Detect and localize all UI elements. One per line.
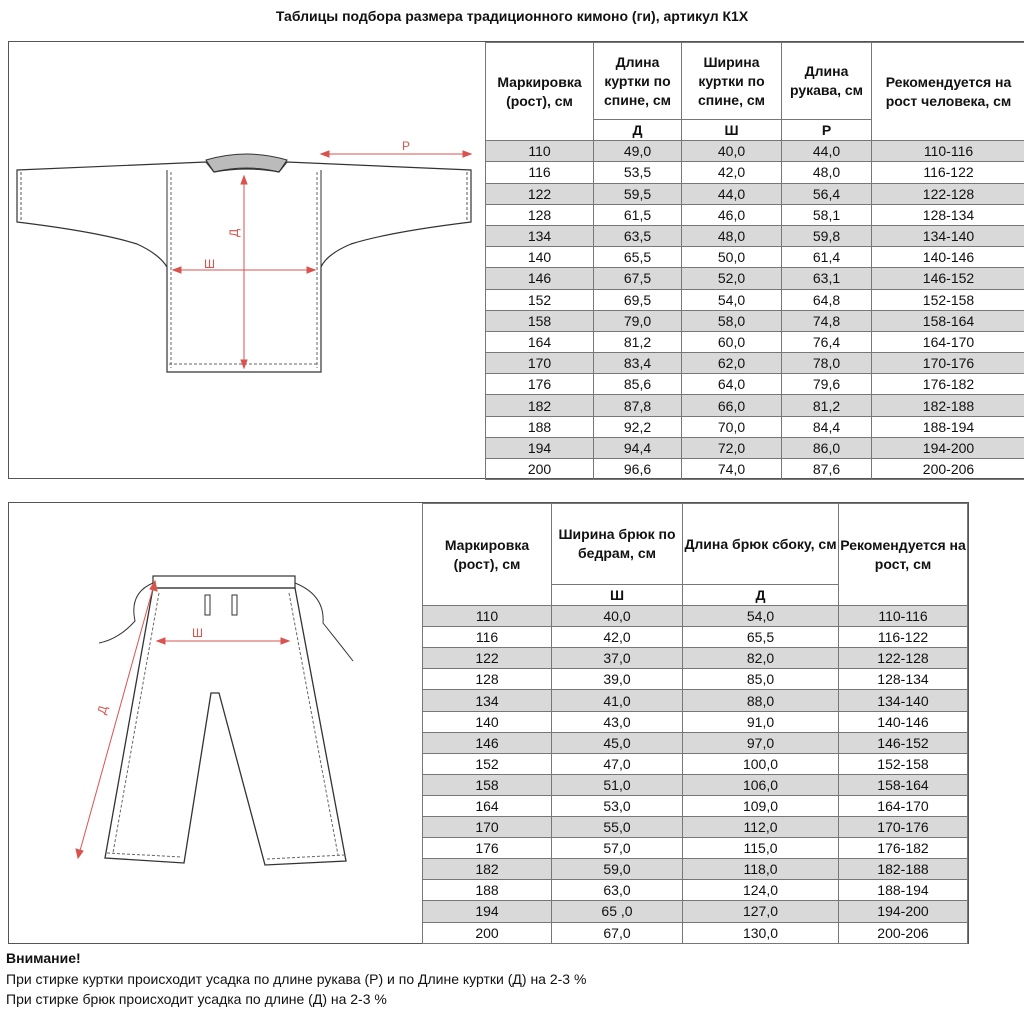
jacket-table-cell: 48,0 bbox=[782, 162, 872, 183]
jacket-table-cell: 50,0 bbox=[682, 247, 782, 268]
jacket-table-row bbox=[486, 141, 1024, 162]
jacket-table-cell: 72,0 bbox=[682, 437, 782, 458]
jacket-table-cell: 63,1 bbox=[782, 268, 872, 289]
pants-table-cell: 200 bbox=[423, 922, 552, 943]
jacket-table-body bbox=[486, 141, 1024, 480]
jacket-table-cell: 188-194 bbox=[872, 416, 1024, 437]
width-arrow-head-right bbox=[307, 267, 315, 273]
jacket-table-cell: 63,5 bbox=[594, 225, 682, 246]
jacket-table-cell: 170-176 bbox=[872, 353, 1024, 374]
pants-table-cell: 130,0 bbox=[683, 922, 839, 943]
belt-loop-left bbox=[205, 595, 210, 615]
jacket-table-row bbox=[486, 247, 1024, 268]
pants-table-cell: 115,0 bbox=[683, 838, 839, 859]
pants-measure-arrows bbox=[76, 581, 289, 858]
jacket-table-cell: 85,6 bbox=[594, 374, 682, 395]
pants-table-cell: 164 bbox=[423, 795, 552, 816]
jacket-table-cell: 152 bbox=[486, 289, 594, 310]
jacket-col-length: Длина куртки по спине, см bbox=[594, 43, 682, 120]
pants-table-cell: 194-200 bbox=[839, 901, 968, 922]
jacket-table-cell: 84,4 bbox=[782, 416, 872, 437]
jacket-table-cell: 134 bbox=[486, 225, 594, 246]
pants-table-row bbox=[423, 690, 968, 711]
pants-letter-length: Д bbox=[683, 585, 839, 606]
pants-length-arrow-head-bottom bbox=[76, 849, 83, 858]
pants-table-cell: 40,0 bbox=[552, 606, 683, 627]
jacket-table-cell: 58,0 bbox=[682, 310, 782, 331]
jacket-table-cell: 140 bbox=[486, 247, 594, 268]
jacket-table-cell: 87,6 bbox=[782, 459, 872, 480]
jacket-col-marking: Маркировка (рост), см bbox=[486, 43, 594, 141]
jacket-table-cell: 152-158 bbox=[872, 289, 1024, 310]
pants-table-cell: 128-134 bbox=[839, 669, 968, 690]
jacket-table-cell: 128-134 bbox=[872, 204, 1024, 225]
jacket-letter-sleeve: Р bbox=[782, 120, 872, 141]
pants-hem-right bbox=[267, 855, 344, 859]
jacket-table-row bbox=[486, 374, 1024, 395]
pants-table-cell: 188-194 bbox=[839, 880, 968, 901]
jacket-table-row bbox=[486, 331, 1024, 352]
jacket-table-cell: 64,0 bbox=[682, 374, 782, 395]
pants-col-width: Ширина брюк по бедрам, см bbox=[552, 504, 683, 585]
jacket-table-row bbox=[486, 395, 1024, 416]
jacket-table-cell: 122-128 bbox=[872, 183, 1024, 204]
jacket-table-row bbox=[486, 162, 1024, 183]
jacket-table-cell: 42,0 bbox=[682, 162, 782, 183]
pants-width-label: Ш bbox=[192, 626, 203, 640]
jacket-table-cell: 134-140 bbox=[872, 225, 1024, 246]
jacket-table-cell: 69,5 bbox=[594, 289, 682, 310]
pants-width-arrow-head-left bbox=[157, 638, 165, 644]
pants-table-cell: 91,0 bbox=[683, 711, 839, 732]
pants-size-table bbox=[422, 503, 968, 944]
pants-table-cell: 200-206 bbox=[839, 922, 968, 943]
jacket-table-cell: 56,4 bbox=[782, 183, 872, 204]
jacket-header-row bbox=[486, 43, 1024, 120]
pants-col-marking: Маркировка (рост), см bbox=[423, 504, 552, 606]
jacket-table-cell: 164 bbox=[486, 331, 594, 352]
pants-col-recommended: Рекомендуется на рост, см bbox=[839, 504, 968, 606]
jacket-table-cell: 60,0 bbox=[682, 331, 782, 352]
pants-table-cell: 134 bbox=[423, 690, 552, 711]
jacket-table-cell: 81,2 bbox=[594, 331, 682, 352]
measure-arrows bbox=[173, 151, 471, 368]
jacket-diagram bbox=[9, 42, 479, 478]
jacket-letter-length: Д bbox=[594, 120, 682, 141]
pants-table-cell: 164-170 bbox=[839, 795, 968, 816]
pants-table-cell: 140-146 bbox=[839, 711, 968, 732]
jacket-table-cell: 49,0 bbox=[594, 141, 682, 162]
pants-table-cell: 55,0 bbox=[552, 817, 683, 838]
jacket-table-cell: 58,1 bbox=[782, 204, 872, 225]
pants-table-row bbox=[423, 901, 968, 922]
pants-table-cell: 140 bbox=[423, 711, 552, 732]
pants-table-cell: 116-122 bbox=[839, 627, 968, 648]
pants-table-row bbox=[423, 922, 968, 943]
jacket-panel bbox=[8, 41, 1024, 479]
pants-table-row bbox=[423, 627, 968, 648]
jacket-table-cell: 66,0 bbox=[682, 395, 782, 416]
pants-table-cell: 65,5 bbox=[683, 627, 839, 648]
pants-table-cell: 182-188 bbox=[839, 859, 968, 880]
jacket-table-cell: 86,0 bbox=[782, 437, 872, 458]
jacket-col-recommended: Рекомендуется на рост человека, см bbox=[872, 43, 1024, 141]
jacket-table-cell: 79,6 bbox=[782, 374, 872, 395]
jacket-table-cell: 170 bbox=[486, 353, 594, 374]
jacket-table-cell: 46,0 bbox=[682, 204, 782, 225]
jacket-table-row bbox=[486, 268, 1024, 289]
pants-table-cell: 51,0 bbox=[552, 774, 683, 795]
jacket-table-row bbox=[486, 204, 1024, 225]
pants-table-cell: 134-140 bbox=[839, 690, 968, 711]
jacket-table-row bbox=[486, 225, 1024, 246]
pants-table-cell: 63,0 bbox=[552, 880, 683, 901]
pants-table-cell: 65 ,0 bbox=[552, 901, 683, 922]
pants-waistband bbox=[153, 576, 295, 588]
notes-heading: Внимание! bbox=[6, 950, 81, 966]
pants-table-cell: 39,0 bbox=[552, 669, 683, 690]
pants-table-cell: 59,0 bbox=[552, 859, 683, 880]
pants-length-label: Д bbox=[94, 704, 111, 716]
pants-table-cell: 128 bbox=[423, 669, 552, 690]
pants-stitch-left bbox=[113, 593, 159, 853]
jacket-table-cell: 87,8 bbox=[594, 395, 682, 416]
pants-table-cell: 106,0 bbox=[683, 774, 839, 795]
jacket-table-cell: 79,0 bbox=[594, 310, 682, 331]
pants-table-cell: 110-116 bbox=[839, 606, 968, 627]
pants-table-cell: 118,0 bbox=[683, 859, 839, 880]
pants-diagram bbox=[9, 503, 422, 943]
jacket-table-cell: 194 bbox=[486, 437, 594, 458]
pants-table-cell: 37,0 bbox=[552, 648, 683, 669]
jacket-table-cell: 64,8 bbox=[782, 289, 872, 310]
jacket-table-cell: 76,4 bbox=[782, 331, 872, 352]
notes-line-1: При стирке куртки происходит усадка по длине рукава (Р) и по Длине куртки (Д) на 2-3 % bbox=[6, 971, 587, 987]
jacket-table-row bbox=[486, 183, 1024, 204]
jacket-table-cell: 52,0 bbox=[682, 268, 782, 289]
pants-table-cell: 152 bbox=[423, 753, 552, 774]
pants-width-arrow-head-right bbox=[281, 638, 289, 644]
jacket-col-sleeve: Длина рукава, см bbox=[782, 43, 872, 120]
jacket-table-row bbox=[486, 310, 1024, 331]
jacket-table-cell: 116 bbox=[486, 162, 594, 183]
pants-table-cell: 110 bbox=[423, 606, 552, 627]
jacket-table-cell: 164-170 bbox=[872, 331, 1024, 352]
pants-table-cell: 170-176 bbox=[839, 817, 968, 838]
pants-table-cell: 97,0 bbox=[683, 732, 839, 753]
jacket-table-cell: 62,0 bbox=[682, 353, 782, 374]
pants-table-cell: 146 bbox=[423, 732, 552, 753]
pants-table-row bbox=[423, 817, 968, 838]
jacket-table-cell: 110 bbox=[486, 141, 594, 162]
pants-table-cell: 158-164 bbox=[839, 774, 968, 795]
jacket-table-cell: 74,0 bbox=[682, 459, 782, 480]
pants-panel bbox=[8, 502, 969, 944]
pants-length-arrow bbox=[78, 581, 155, 858]
pants-table-row bbox=[423, 711, 968, 732]
jacket-table-cell: 122 bbox=[486, 183, 594, 204]
jacket-table-cell: 78,0 bbox=[782, 353, 872, 374]
sleeve-label: Р bbox=[402, 139, 411, 153]
pants-table-cell: 57,0 bbox=[552, 838, 683, 859]
pants-table-row bbox=[423, 753, 968, 774]
pants-table-cell: 127,0 bbox=[683, 901, 839, 922]
pants-table-row bbox=[423, 669, 968, 690]
jacket-table-cell: 59,5 bbox=[594, 183, 682, 204]
pants-header-row bbox=[423, 504, 968, 585]
pants-table-cell: 194 bbox=[423, 901, 552, 922]
jacket-table-cell: 200-206 bbox=[872, 459, 1024, 480]
pants-table-cell: 122-128 bbox=[839, 648, 968, 669]
jacket-table-cell: 194-200 bbox=[872, 437, 1024, 458]
pants-table-cell: 41,0 bbox=[552, 690, 683, 711]
jacket-table-cell: 188 bbox=[486, 416, 594, 437]
jacket-size-table bbox=[485, 42, 1024, 480]
jacket-table-cell: 59,8 bbox=[782, 225, 872, 246]
jacket-table-row bbox=[486, 353, 1024, 374]
pants-table-cell: 122 bbox=[423, 648, 552, 669]
jacket-table-cell: 83,4 bbox=[594, 353, 682, 374]
pants-table-cell: 100,0 bbox=[683, 753, 839, 774]
drawstring-right bbox=[295, 583, 353, 661]
jacket-table-cell: 61,5 bbox=[594, 204, 682, 225]
pants-table-cell: 112,0 bbox=[683, 817, 839, 838]
pants-letter-width: Ш bbox=[552, 585, 683, 606]
belt-loop-right bbox=[232, 595, 237, 615]
pants-table-row bbox=[423, 859, 968, 880]
pants-table-body bbox=[423, 606, 968, 944]
jacket-table-cell: 146 bbox=[486, 268, 594, 289]
jacket-table-cell: 48,0 bbox=[682, 225, 782, 246]
pants-table-row bbox=[423, 774, 968, 795]
pants-table-cell: 158 bbox=[423, 774, 552, 795]
pants-table-row bbox=[423, 732, 968, 753]
width-arrow-head-left bbox=[173, 267, 181, 273]
jacket-table-row bbox=[486, 416, 1024, 437]
jacket-table-cell: 54,0 bbox=[682, 289, 782, 310]
jacket-table-cell: 176 bbox=[486, 374, 594, 395]
pants-hem-left bbox=[107, 853, 182, 857]
pants-table-cell: 109,0 bbox=[683, 795, 839, 816]
pants-table-cell: 53,0 bbox=[552, 795, 683, 816]
jacket-table-cell: 70,0 bbox=[682, 416, 782, 437]
jacket-table-cell: 94,4 bbox=[594, 437, 682, 458]
pants-table-cell: 67,0 bbox=[552, 922, 683, 943]
pants-table-row bbox=[423, 880, 968, 901]
pants-table-cell: 54,0 bbox=[683, 606, 839, 627]
pants-table-row bbox=[423, 648, 968, 669]
sleeve-arrow-head-left bbox=[321, 151, 329, 157]
pants-table-cell: 45,0 bbox=[552, 732, 683, 753]
jacket-letter-width: Ш bbox=[682, 120, 782, 141]
jacket-table-cell: 128 bbox=[486, 204, 594, 225]
notes-line-2: При стирке брюк происходит усадка по длине (Д) на 2-3 % bbox=[6, 991, 387, 1007]
jacket-table-cell: 200 bbox=[486, 459, 594, 480]
pants-table-cell: 170 bbox=[423, 817, 552, 838]
sleeve-arrow-head-right bbox=[463, 151, 471, 157]
jacket-table-cell: 176-182 bbox=[872, 374, 1024, 395]
pants-table-cell: 152-158 bbox=[839, 753, 968, 774]
jacket-table-cell: 74,8 bbox=[782, 310, 872, 331]
jacket-table-cell: 81,2 bbox=[782, 395, 872, 416]
pants-table-cell: 176 bbox=[423, 838, 552, 859]
jacket-table-cell: 67,5 bbox=[594, 268, 682, 289]
pants-table-cell: 176-182 bbox=[839, 838, 968, 859]
jacket-table-cell: 61,4 bbox=[782, 247, 872, 268]
pants-table-cell: 88,0 bbox=[683, 690, 839, 711]
jacket-table-cell: 140-146 bbox=[872, 247, 1024, 268]
pants-table-cell: 146-152 bbox=[839, 732, 968, 753]
jacket-table-cell: 182-188 bbox=[872, 395, 1024, 416]
pants-table-cell: 42,0 bbox=[552, 627, 683, 648]
jacket-table-cell: 146-152 bbox=[872, 268, 1024, 289]
jacket-table-cell: 44,0 bbox=[682, 183, 782, 204]
jacket-table-cell: 92,2 bbox=[594, 416, 682, 437]
pants-table-cell: 182 bbox=[423, 859, 552, 880]
jacket-table-cell: 158-164 bbox=[872, 310, 1024, 331]
pants-table-row bbox=[423, 838, 968, 859]
jacket-table-cell: 110-116 bbox=[872, 141, 1024, 162]
pants-table-row bbox=[423, 795, 968, 816]
pants-table-cell: 85,0 bbox=[683, 669, 839, 690]
jacket-table-cell: 158 bbox=[486, 310, 594, 331]
jacket-table-row bbox=[486, 289, 1024, 310]
jacket-table-cell: 96,6 bbox=[594, 459, 682, 480]
jacket-table-cell: 40,0 bbox=[682, 141, 782, 162]
pants-table-cell: 43,0 bbox=[552, 711, 683, 732]
width-label: Ш bbox=[204, 257, 215, 271]
jacket-col-width: Ширина куртки по спине, см bbox=[682, 43, 782, 120]
jacket-table-row bbox=[486, 437, 1024, 458]
length-arrow-head-top bbox=[241, 176, 247, 184]
jacket-table-cell: 65,5 bbox=[594, 247, 682, 268]
page-title: Таблицы подбора размера традиционного кимоно (ги), артикул К1Х bbox=[275, 8, 749, 24]
jacket-table-cell: 182 bbox=[486, 395, 594, 416]
jacket-table-cell: 44,0 bbox=[782, 141, 872, 162]
pants-table-cell: 47,0 bbox=[552, 753, 683, 774]
pants-table-cell: 188 bbox=[423, 880, 552, 901]
jacket-table-cell: 53,5 bbox=[594, 162, 682, 183]
pants-table-cell: 82,0 bbox=[683, 648, 839, 669]
pants-col-length: Длина брюк сбоку, см bbox=[683, 504, 839, 585]
jacket-table-cell: 116-122 bbox=[872, 162, 1024, 183]
pants-table-cell: 124,0 bbox=[683, 880, 839, 901]
pants-table-row bbox=[423, 606, 968, 627]
jacket-table-row bbox=[486, 459, 1024, 480]
length-label: Д bbox=[227, 228, 241, 237]
pants-table-cell: 116 bbox=[423, 627, 552, 648]
